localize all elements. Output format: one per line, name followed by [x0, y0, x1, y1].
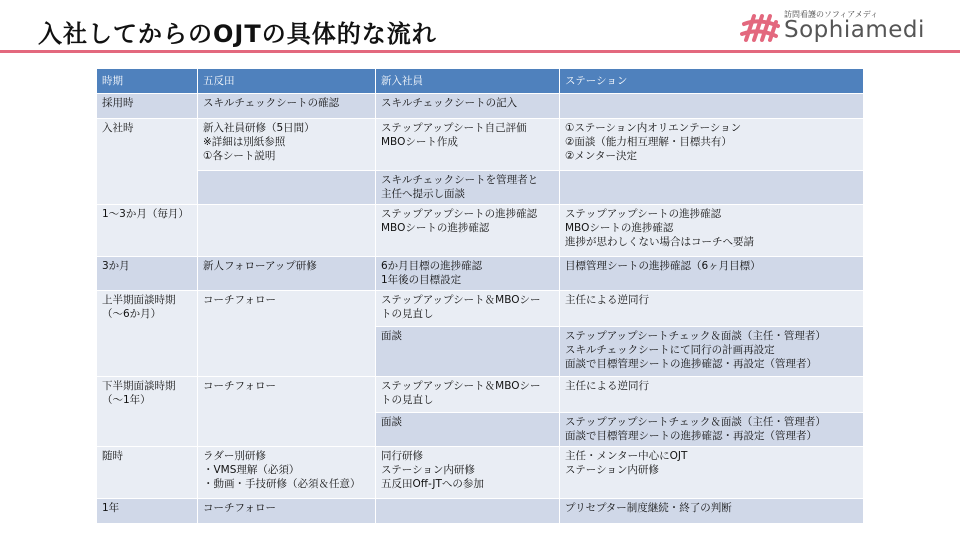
cell-new-employee: スキルチェックシートの記入	[376, 94, 560, 119]
cell-gotanda: ラダー別研修 ・VMS理解（必須） ・動画・手技研修（必須＆任意）	[198, 447, 376, 499]
table-row	[97, 257, 864, 291]
cell-period: 上半期面談時期 （～6か月）	[97, 291, 198, 377]
table-row	[97, 94, 864, 119]
cell-station: ステップアップシートの進捗確認 MBOシートの進捗確認 進捗が思わしくない場合はコーチへ要請	[560, 205, 864, 257]
table-row	[97, 499, 864, 524]
cell-period: 下半期面談時期 （～1年）	[97, 377, 198, 447]
cell-station: 主任・メンター中心にOJT ステーション内研修	[560, 447, 864, 499]
table-row	[97, 205, 864, 257]
cell-period: 随時	[97, 447, 198, 499]
cell-new-employee: 同行研修 ステーション内研修 五反田Off-JTへの参加	[376, 447, 560, 499]
cell-station: 目標管理シートの進捗確認（6ヶ月目標）	[560, 257, 864, 291]
logo-tagline: 訪問看護のソフィアメディ	[784, 10, 879, 19]
cell-station: プリセプター制度継続・終了の判断	[560, 499, 864, 524]
cell-period: 1～3か月（毎月）	[97, 205, 198, 257]
cell-new-employee: ステップアップシート自己評価 MBOシート作成	[376, 119, 560, 171]
cell-new-employee: 6か月目標の進捗確認 1年後の目標設定	[376, 257, 560, 291]
cell-gotanda: コーチフォロー	[198, 291, 376, 377]
cell-new-employee: 面談	[376, 327, 560, 377]
cell-new-employee: ステップアップシートの進捗確認 MBOシートの進捗確認	[376, 205, 560, 257]
cell-new-employee: ステップアップシート＆MBOシー トの見直し	[376, 291, 560, 327]
table-row	[97, 377, 864, 413]
cell-station	[560, 171, 864, 205]
header-period: 時期	[97, 69, 198, 94]
table-row	[97, 171, 864, 205]
cell-station	[560, 94, 864, 119]
cell-station: 主任による逆同行	[560, 377, 864, 413]
cell-station: 主任による逆同行	[560, 291, 864, 327]
header-new-employee: 新入社員	[376, 69, 560, 94]
table-row	[97, 119, 864, 171]
cell-new-employee	[376, 499, 560, 524]
cell-gotanda: コーチフォロー	[198, 499, 376, 524]
header-station: ステーション	[560, 69, 864, 94]
table-row	[97, 447, 864, 499]
cell-gotanda: 新人フォローアップ研修	[198, 257, 376, 291]
cell-gotanda	[198, 205, 376, 257]
cell-station: ①ステーション内オリエンテーション ②面談（能力相互理解・目標共有） ②メンター決定	[560, 119, 864, 171]
cell-period: 入社時	[97, 119, 198, 205]
cell-new-employee: 面談	[376, 413, 560, 447]
page-title: 入社してからのOJTの具体的な流れ	[38, 20, 437, 48]
cell-period: 採用時	[97, 94, 198, 119]
cell-period: 1年	[97, 499, 198, 524]
cell-new-employee: スキルチェックシートを管理者と 主任へ提示し面談	[376, 171, 560, 205]
table-header-row	[97, 69, 864, 94]
ojt-flow-table	[96, 68, 864, 524]
cell-station: ステップアップシートチェック＆面談（主任・管理者） スキルチェックシートにて同行の計画再設定 面談で目標管理シートの進捗確認・再設定（管理者）	[560, 327, 864, 377]
sophiamedi-logo-icon	[740, 10, 780, 46]
logo-name: Sophiamedi	[784, 17, 925, 43]
title-underline	[0, 50, 960, 53]
table-row	[97, 291, 864, 327]
cell-gotanda: スキルチェックシートの確認	[198, 94, 376, 119]
header-gotanda: 五反田	[198, 69, 376, 94]
company-logo	[740, 6, 955, 48]
cell-gotanda: コーチフォロー	[198, 377, 376, 447]
cell-station: ステップアップシートチェック＆面談（主任・管理者） 面談で目標管理シートの進捗確認・再設定（管理者）	[560, 413, 864, 447]
cell-gotanda	[198, 171, 376, 205]
cell-period: 3か月	[97, 257, 198, 291]
cell-gotanda: 新入社員研修（5日間） ※詳細は別紙参照 ①各シート説明	[198, 119, 376, 171]
cell-new-employee: ステップアップシート＆MBOシー トの見直し	[376, 377, 560, 413]
